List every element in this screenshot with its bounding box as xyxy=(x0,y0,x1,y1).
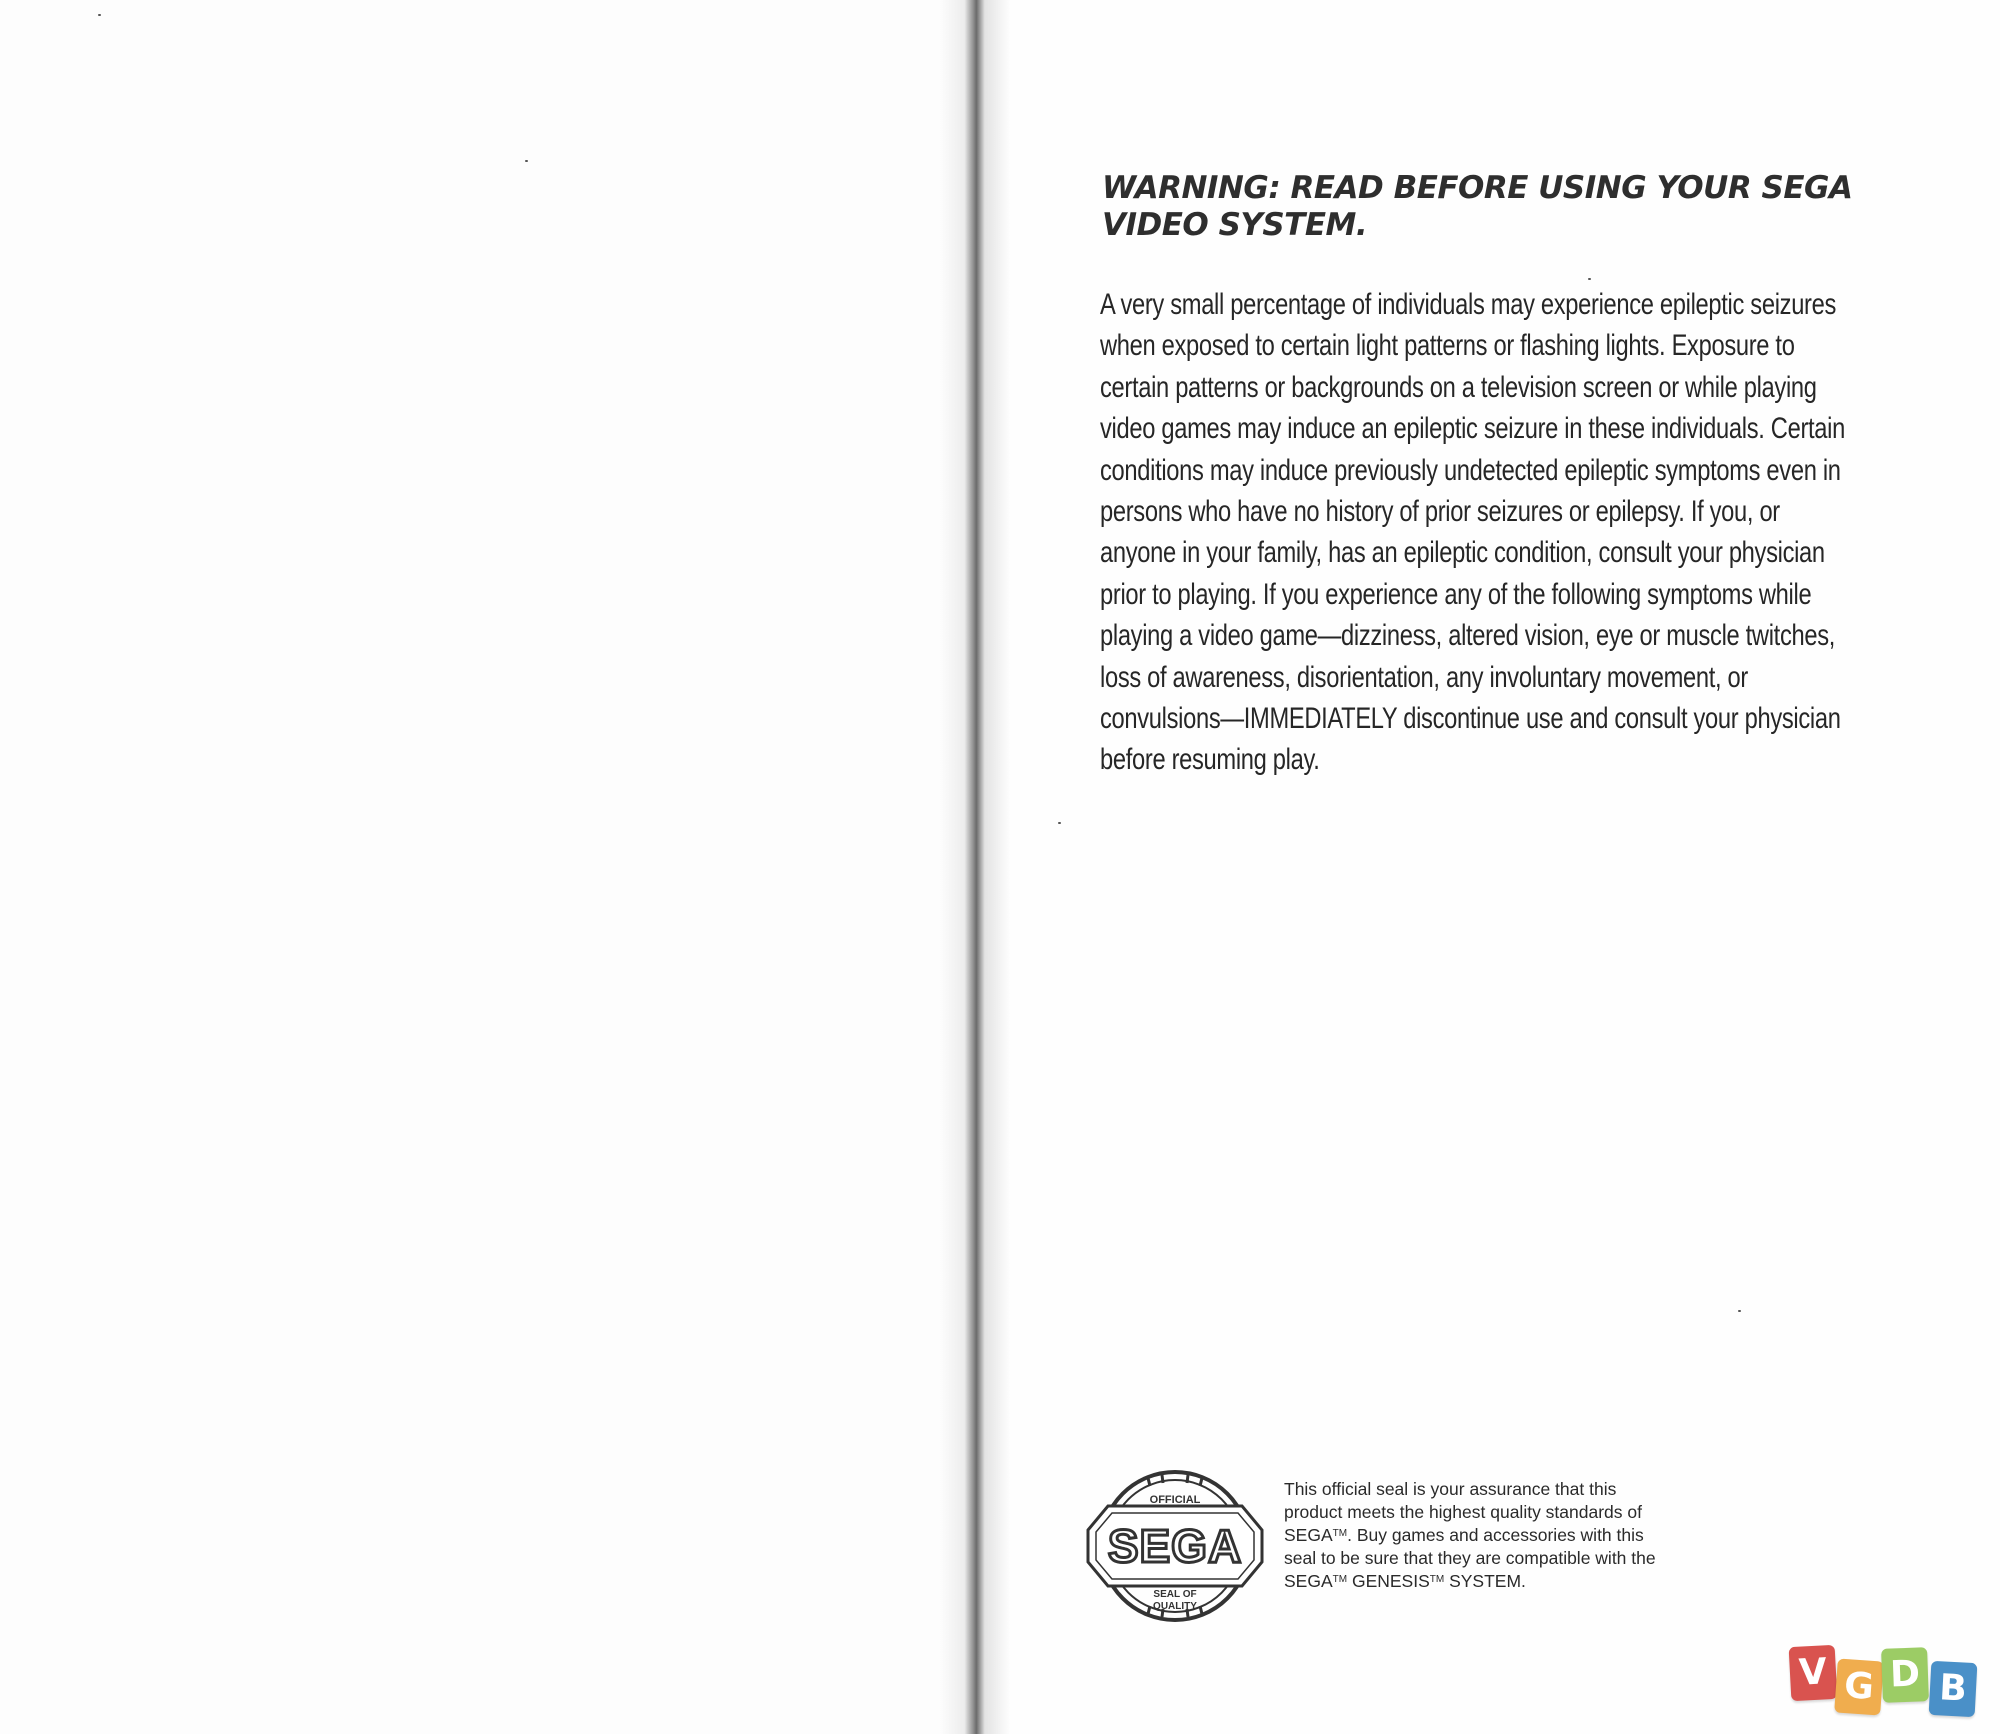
seal-text-4: SYSTEM. xyxy=(1444,1571,1526,1591)
tm-mark: TM xyxy=(1429,1574,1445,1585)
seal-description xyxy=(1284,1478,1664,1593)
seal-top-label: OFFICIAL xyxy=(1149,1494,1201,1506)
watermark-tile-b: B xyxy=(1929,1661,1978,1717)
vgdb-watermark xyxy=(1790,1644,1990,1718)
seal-bottom-label-2: QUALITY xyxy=(1153,1601,1197,1612)
warning-paragraph: A very small percentage of individuals may experience epileptic seizures when exposed to certain light patterns or flashing lights. Exposure to certain patterns or backgrounds on a television screen or while playing video games may induce an epileptic seizure in these individuals. Certain conditions may induce previously undetected epileptic symptoms even in persons who have no history of prior seizures or epilepsy. If you, or anyone in your family, has an epileptic condition, consult your physician prior to playing. If you experience any of the following symptoms while playing a video game—dizziness, altered vision, eye or muscle twitches, loss of awareness, disorientation, any involuntary movement, or convulsions—IMMEDIATELY discontinue use and consult your physician before resuming play. xyxy=(1100,288,1845,777)
watermark-tile-g: G xyxy=(1834,1658,1884,1715)
seal-text-2: . Buy games and accessories with this seal to be sure that they are compatible with the SEGA xyxy=(1284,1525,1656,1591)
paper-speck xyxy=(525,160,528,162)
seal-text-1: This official seal is your assurance that this product meets the highest quality standards of SEGA xyxy=(1284,1479,1642,1545)
paper-speck xyxy=(1058,822,1061,824)
watermark-tile-v: V xyxy=(1789,1645,1838,1701)
paper-speck xyxy=(98,14,101,16)
watermark-tile-d: D xyxy=(1881,1647,1929,1703)
page-fold xyxy=(940,0,1010,1734)
tm-mark: TM xyxy=(1332,1528,1348,1539)
paper-speck xyxy=(1588,278,1591,280)
tm-mark: TM xyxy=(1332,1574,1348,1585)
seal-bottom-label-1: SEAL OF xyxy=(1153,1589,1197,1600)
seal-brand: SEGA xyxy=(1107,1520,1243,1572)
seal-text-3: GENESIS xyxy=(1347,1571,1430,1591)
sega-seal-icon xyxy=(1078,1466,1272,1626)
warning-heading: WARNING: READ BEFORE USING YOUR SEGA VIDEO SYSTEM. xyxy=(1102,170,1853,243)
left-page xyxy=(0,0,975,1734)
paper-speck xyxy=(1738,1310,1741,1312)
